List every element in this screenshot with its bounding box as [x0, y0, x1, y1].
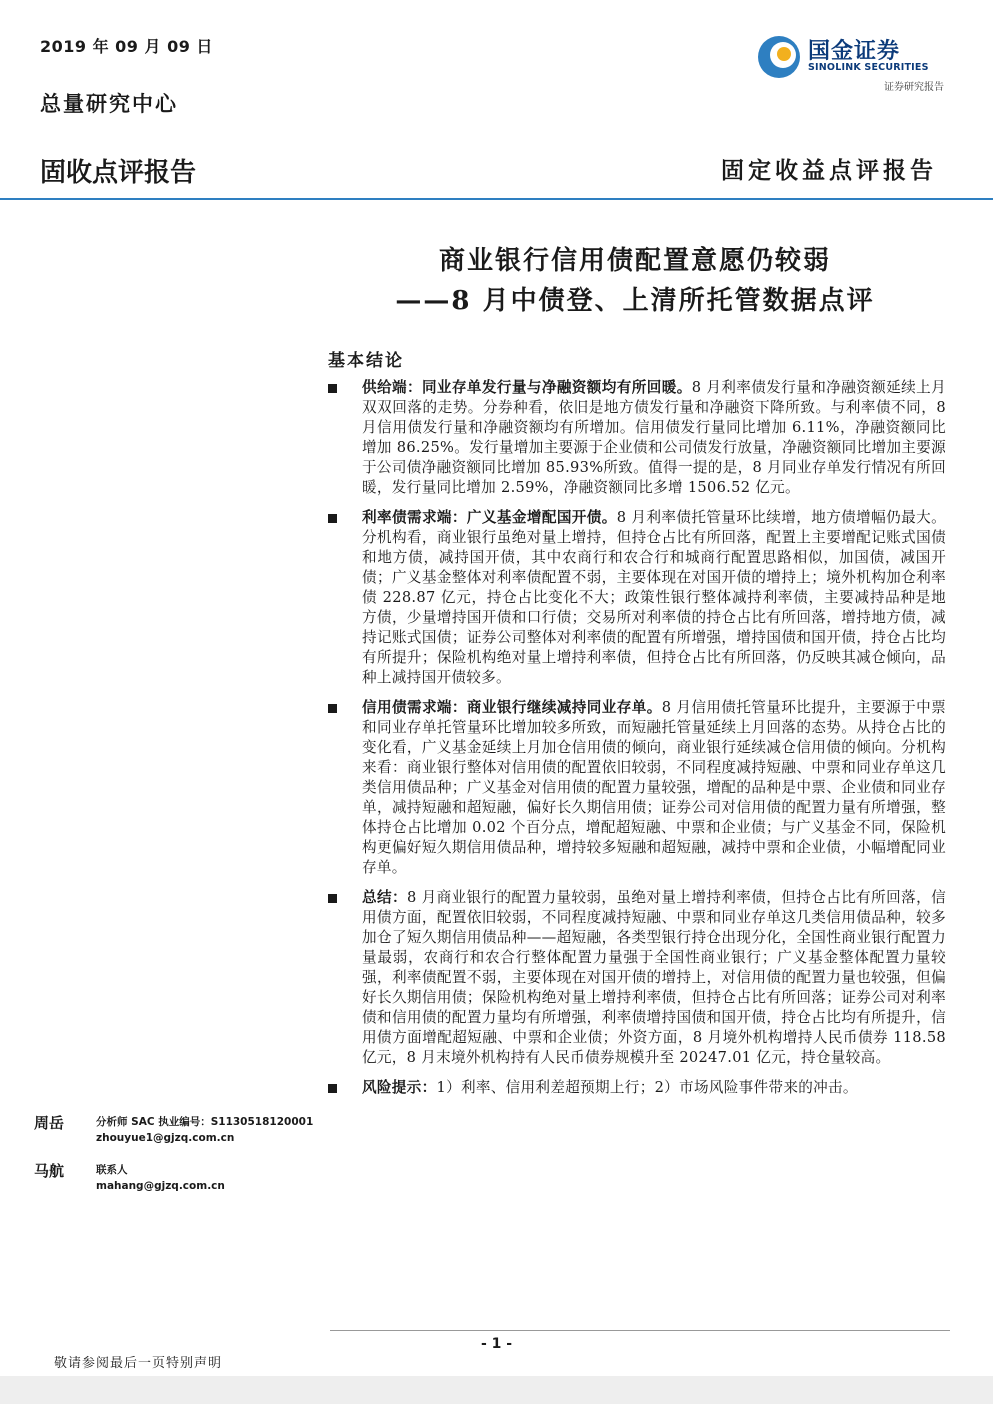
section-heading: 基本结论: [328, 351, 404, 371]
bullet-body: 8 月利率债托管量环比续增，地方债增幅仍最大。分机构看，商业银行虽绝对量上增持，但持仓占比有所回落，配置上主要增配记账式国债和地方债，减持国开债，其中农商行和农合行和城商行配置思路相似，加国债，减国开债；广义基金整体对利率债配置不弱，主要体现在对国开债的增持上；境外机构加仓利率债 228.87 亿元，持仓占比变化不大；政策性银行整体减持利率债，主要减持品种是地方债，少量增持国开债和口行债；交易所对利率债的持仓占比有所回落，增持地方债，减持记账式国债；证券公司整体对利率债的配置有所增强，增持国债和国开债，持仓占比均有所提升；保险机构绝对量上增持利率债，但持仓占比有所回落，仍反映其减仓倾向，品种上减持国开债较多。: [362, 509, 946, 686]
analyst-block: [34, 1112, 314, 1152]
analyst-block: [34, 1160, 304, 1200]
bullet-body: 1）利率、信用利差超预期上行；2）市场风险事件带来的冲击。: [436, 1079, 858, 1096]
analyst-email[interactable]: mahang@gjzq.com.cn: [96, 1180, 225, 1192]
square-bullet-icon: [328, 384, 337, 393]
bullet-text: [362, 508, 946, 688]
bullet-item: [328, 1078, 946, 1098]
bullet-item: [328, 508, 946, 688]
analyst-name: 周岳: [34, 1114, 65, 1132]
bullet-text: [362, 378, 946, 498]
report-date: 2019 年 09 月 09 日: [40, 37, 213, 56]
square-bullet-icon: [328, 514, 337, 523]
bullet-text: [362, 888, 946, 1068]
analyst-role: 分析师 SAC 执业编号：S1130518120001: [96, 1116, 314, 1128]
bullet-lead: 利率债需求端：广义基金增配国开债。: [362, 509, 617, 526]
logo-name-en: SINOLINK SECURITIES: [808, 62, 929, 73]
disclaimer-note: 敬请参阅最后一页特别声明: [54, 1356, 223, 1371]
header-divider: [0, 198, 993, 200]
bullet-body: 8 月利率债发行量和净融资额延续上月双双回落的走势。分券种看，依旧是地方债发行量和净融资下降所致。与利率债不同，8 月信用债发行量和净融资额均有所增加。信用债发行量同比增加 6.11%，净融资额同比增加 86.25%。发行量增加主要源于企业债和公司债发行放量，净融资额同比增加主要源于公司债净融资额同比增加 85.93%所致。值得一提的是，8 月同业存单发行情况有所回暖，发行量同比增加 2.59%，净融资额同比多增 1506.52 亿元。: [362, 379, 947, 496]
logo-subtitle: 证券研究报告: [884, 82, 944, 93]
bullet-lead: 信用债需求端：商业银行继续减持同业存单。: [362, 699, 662, 716]
analyst-name: 马航: [34, 1162, 65, 1180]
report-type-right-label: 固定收益点评报告: [721, 157, 937, 184]
report-title: 商业银行信用债配置意愿仍较弱: [438, 246, 831, 276]
square-bullet-icon: [328, 1084, 337, 1093]
footer-divider: [330, 1330, 950, 1331]
analyst-email[interactable]: zhouyue1@gjzq.com.cn: [96, 1132, 235, 1144]
page-number: - 1 -: [480, 1336, 513, 1352]
square-bullet-icon: [328, 894, 337, 903]
logo-name-cn: 国金证券: [808, 39, 901, 64]
summary-bullets: [328, 378, 946, 1108]
bullet-body: 8 月商业银行的配置力量较弱，虽绝对量上增持利率债，但持仓占比有所回落，信用债方面，配置依旧较弱，不同程度减持短融、中票和同业存单这几类信用债品种，较多加仓了短久期信用债品种——超短融，各类型银行持仓出现分化，全国性商业银行配置力量最弱，农商行和农合行整体配置力量强于全国性商业银行；广义基金整体配置力量较强，利率债配置不弱，主要体现在对国开债的增持上，对信用债的配置力量也较强，但偏好长久期信用债；保险机构绝对量上增持利率债，但持仓占比有所回落；证券公司对利率债和信用债的配置力量均有所增强，利率债增持国债和国开债，持仓占比均有所提升，信用债方面增配超短融、中票和企业债；外资方面，8 月境外机构增持人民币债券 118.58 亿元，8 月末境外机构持有人民币债券规模升至 20247.01 亿元，持仓量较高。: [362, 889, 947, 1066]
report-subtitle: ——8 月中债登、上清所托管数据点评: [395, 286, 875, 316]
sinolink-logo-icon: [756, 34, 802, 80]
bullet-lead: 供给端：同业存单发行量与净融资额均有所回暖。: [362, 379, 692, 396]
bullet-item: [328, 888, 946, 1068]
bullet-item: [328, 698, 946, 878]
company-logo: [756, 32, 946, 92]
bullet-item: [328, 378, 946, 498]
bullet-lead: 总结：: [362, 889, 407, 906]
bottom-band: [0, 1376, 993, 1404]
bullet-text: [362, 1078, 946, 1098]
bullet-text: [362, 698, 946, 878]
analyst-role: 联系人: [96, 1164, 128, 1176]
bullet-lead: 风险提示：: [362, 1079, 437, 1096]
department-name: 总量研究中心: [40, 91, 178, 116]
report-type-label: 固收点评报告: [40, 158, 197, 188]
square-bullet-icon: [328, 704, 337, 713]
bullet-body: 8 月信用债托管量环比提升，主要源于中票和同业存单托管量环比增加较多所致，而短融托管量延续上月回落的态势。从持仓占比的变化看，广义基金延续上月加仓信用债的倾向，商业银行延续减仓信用债的倾向。分机构来看：商业银行整体对信用债的配置依旧较弱，不同程度减持短融、中票和同业存单这几类信用债品种；广义基金对信用债的配置力量较强，增配的品种是中票、企业债和同业存单，减持短融和超短融，偏好长久期信用债；证券公司对信用债的配置力量有所增强，整体持仓占比增加 0.02 个百分点，增配超短融、中票和企业债；与广义基金不同，保险机构更偏好短久期信用债品种，增持较多短融和超短融，减持中票和企业债，小幅增配同业存单。: [362, 699, 946, 876]
